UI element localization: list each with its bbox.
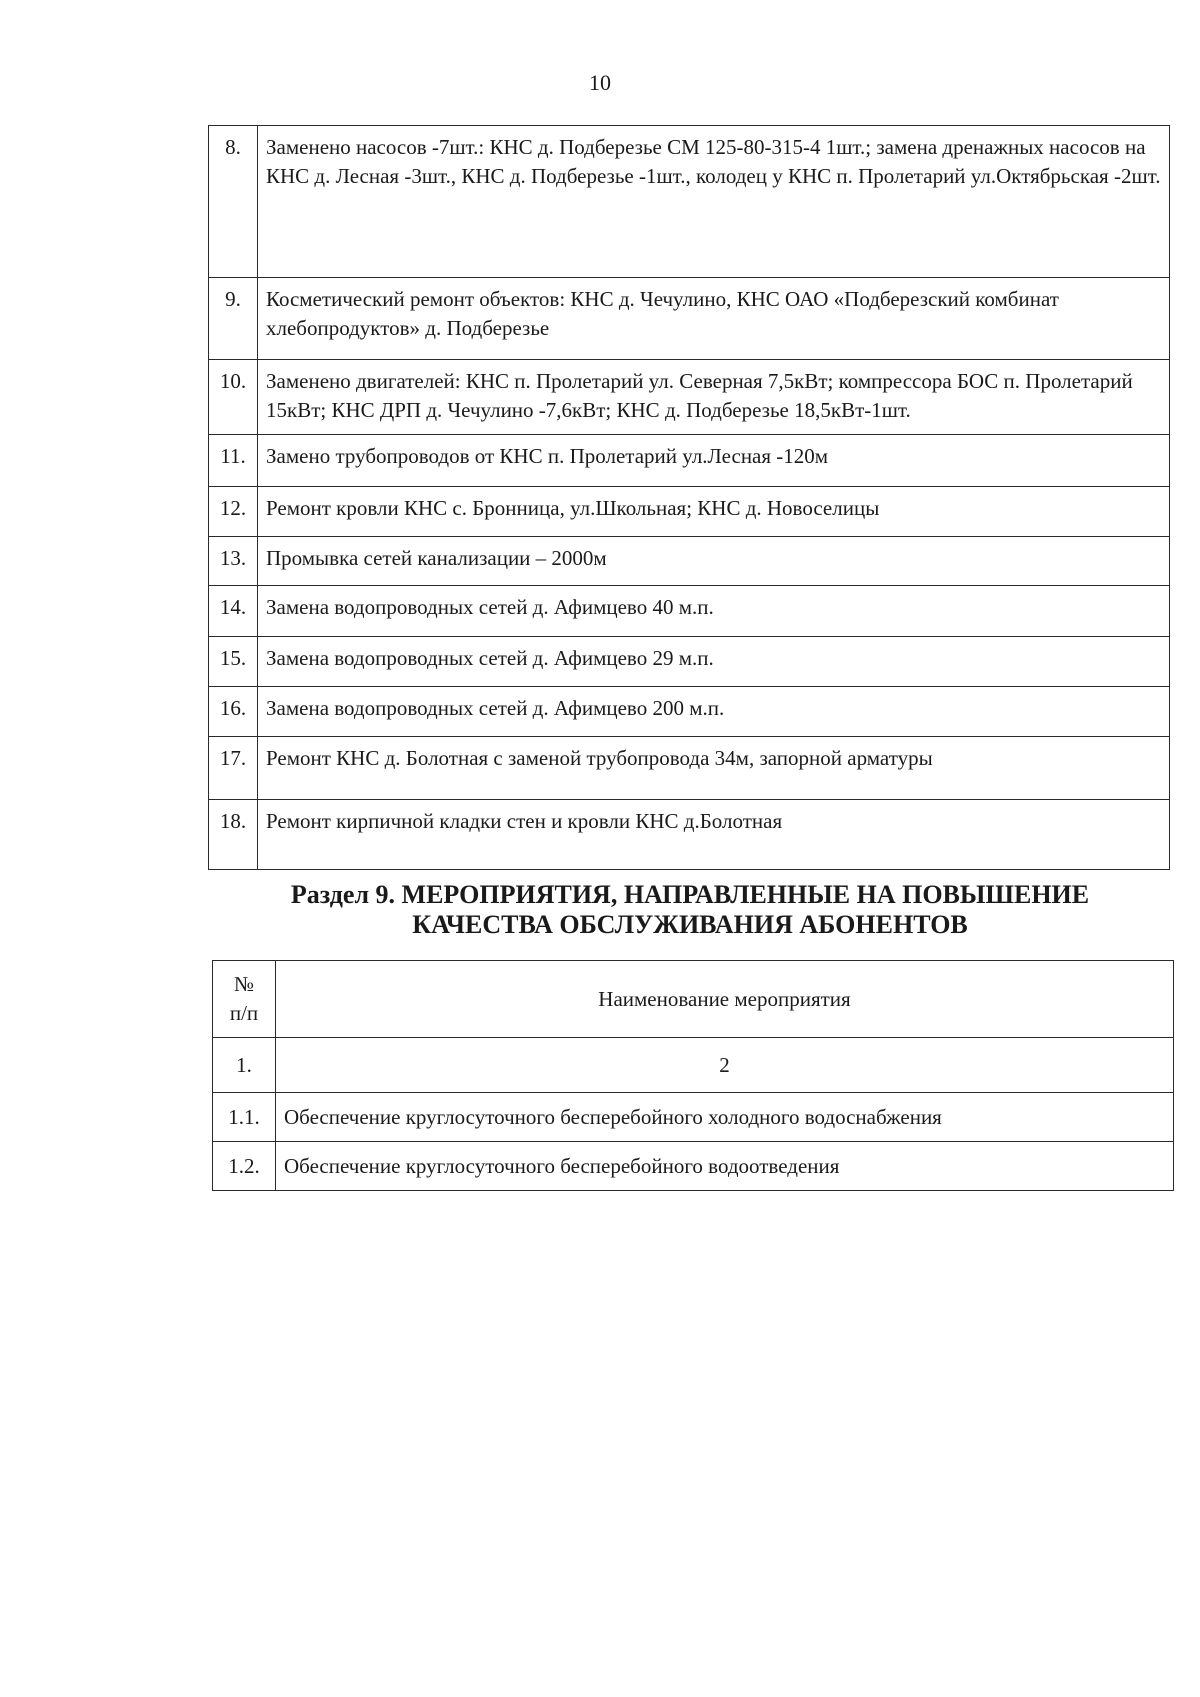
table-row (209, 737, 1170, 800)
column-numbering-row (213, 1038, 1174, 1093)
row-number: 8. (209, 126, 258, 278)
table-row (209, 687, 1170, 737)
row-number: 12. (209, 487, 258, 537)
row-text: Обеспечение круглосуточного бесперебойного холодного водоснабжения (276, 1093, 1174, 1142)
row-number: 9. (209, 278, 258, 360)
row-text: Ремонт кирпичной кладки стен и кровли КНС д.Болотная (258, 800, 1170, 870)
section-title (210, 880, 1170, 940)
table-row (209, 126, 1170, 278)
row-text: Замено трубопроводов от КНС п. Пролетарий ул.Лесная -120м (258, 435, 1170, 487)
table-header-row (213, 961, 1174, 1038)
table-row (209, 487, 1170, 537)
table-row (213, 1142, 1174, 1191)
table-row (213, 1093, 1174, 1142)
table-row (209, 360, 1170, 435)
row-number: 14. (209, 586, 258, 637)
row-number: 17. (209, 737, 258, 800)
table-row (209, 800, 1170, 870)
row-text: Замена водопроводных сетей д. Афимцево 40 м.п. (258, 586, 1170, 637)
section-title-line: КАЧЕСТВА ОБСЛУЖИВАНИЯ АБОНЕНТОВ (412, 910, 968, 939)
column-header-number (213, 961, 276, 1038)
row-number: 1.2. (213, 1142, 276, 1191)
column-header-number-line: п/п (229, 1001, 259, 1025)
column-header-number-line: № (233, 972, 255, 997)
table-row (209, 637, 1170, 687)
row-text: Заменено двигателей: КНС п. Пролетарий ул. Северная 7,5кВт; компрессора БОС п. Пролетарий 15кВт; КНС ДРП д. Чечулино -7,6кВт; КНС д. Подберезье 18,5кВт-1шт. (258, 360, 1170, 435)
row-text: Промывка сетей канализации – 2000м (258, 537, 1170, 586)
row-number: 16. (209, 687, 258, 737)
table-row (209, 586, 1170, 637)
row-number: 10. (209, 360, 258, 435)
row-number: 11. (209, 435, 258, 487)
measures-table (212, 960, 1174, 1191)
row-text: Ремонт кровли КНС с. Бронница, ул.Школьная; КНС д. Новоселицы (258, 487, 1170, 537)
section-title-line: Раздел 9. МЕРОПРИЯТИЯ, НАПРАВЛЕННЫЕ НА ПОВЫШЕНИЕ (290, 880, 1090, 909)
row-text: Обеспечение круглосуточного бесперебойного водоотведения (276, 1142, 1174, 1191)
column-number: 2 (276, 1038, 1174, 1093)
table-row (209, 278, 1170, 360)
column-header-name: Наименование мероприятия (276, 961, 1174, 1038)
page-number: 10 (589, 70, 611, 95)
works-table (208, 125, 1170, 870)
row-text: Ремонт КНС д. Болотная с заменой трубопровода 34м, запорной арматуры (258, 737, 1170, 800)
row-number: 18. (209, 800, 258, 870)
row-text: Замена водопроводных сетей д. Афимцево 29 м.п. (258, 637, 1170, 687)
row-number: 15. (209, 637, 258, 687)
row-number: 13. (209, 537, 258, 586)
row-number: 1.1. (213, 1093, 276, 1142)
table-row (209, 537, 1170, 586)
column-number: 1. (213, 1038, 276, 1093)
row-text: Заменено насосов -7шт.: КНС д. Подберезье СМ 125-80-315-4 1шт.; замена дренажных насосов на КНС д. Лесная -3шт., КНС д. Подберезье -1шт., колодец у КНС п. Пролетарий ул.Октябрьская -2шт. (258, 126, 1170, 278)
row-text: Замена водопроводных сетей д. Афимцево 200 м.п. (258, 687, 1170, 737)
row-text: Косметический ремонт объектов: КНС д. Чечулино, КНС ОАО «Подберезский комбинат хлебопродуктов» д. Подберезье (258, 278, 1170, 360)
table-row (209, 435, 1170, 487)
